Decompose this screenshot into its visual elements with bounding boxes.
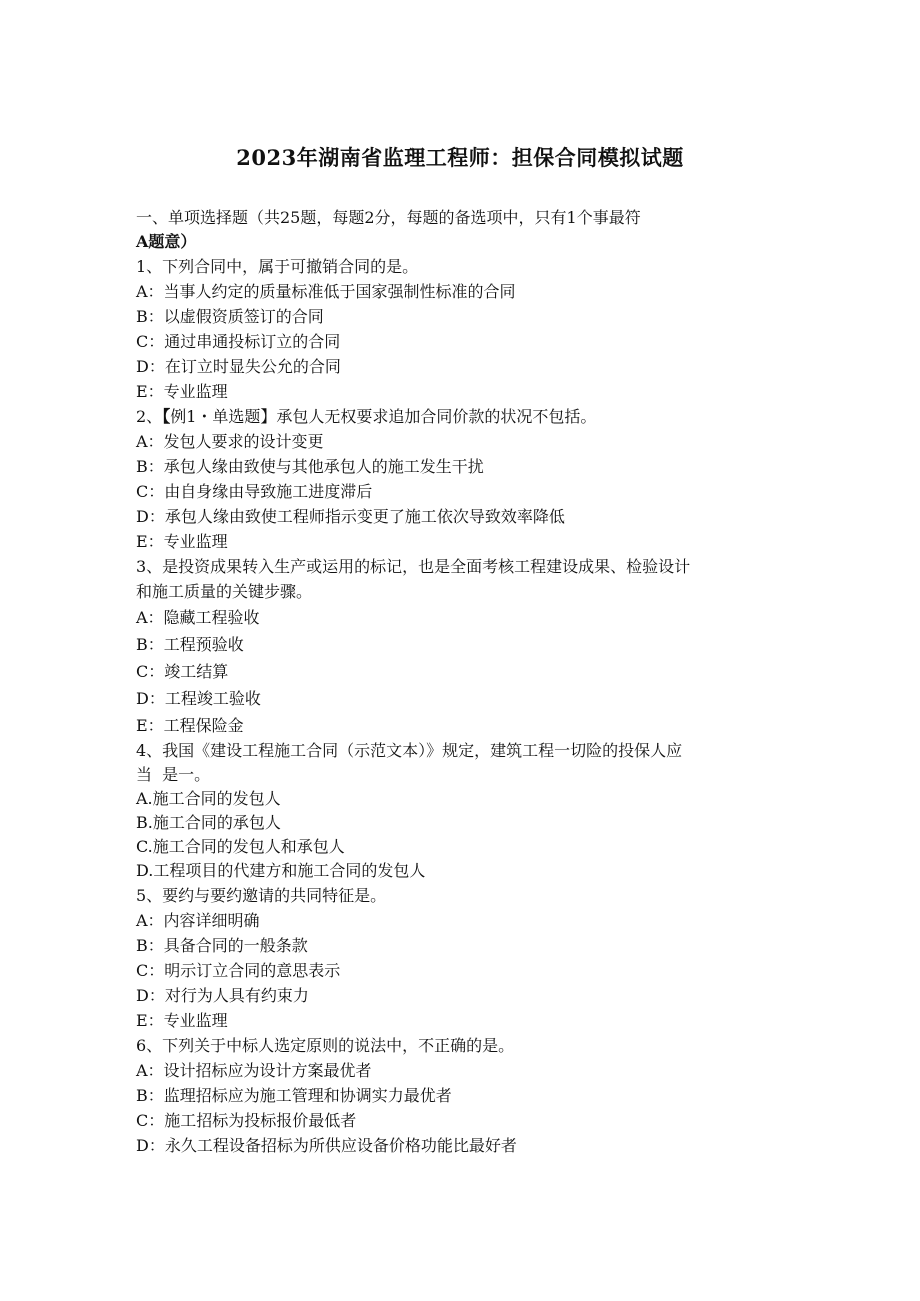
question-stem-text: 例1・单选题】承包人无权要求追加合同价款的状况不包括。 bbox=[170, 407, 597, 426]
question-stem: 3、是投资成果转入生产或运用的标记，也是全面考核工程建设成果、检验设计 bbox=[136, 557, 691, 576]
section-heading-text: 一、单项选择题（共25题，每题2分，每题的备选项中，只有1个事最符 bbox=[136, 208, 641, 227]
option-d: D：承包人缘由致使工程师指示变更了施工依次导致效率降低 bbox=[136, 507, 565, 526]
section-heading-tail: A题意） bbox=[136, 232, 197, 251]
option-a: A：隐藏工程验收 bbox=[136, 608, 260, 627]
option-c: C：通过串通投标订立的合同 bbox=[136, 332, 341, 351]
question-1 bbox=[136, 254, 786, 404]
option-a: A：当事人约定的质量标准低于国家强制性标准的合同 bbox=[136, 282, 516, 301]
option-b: B：以虚假资质签订的合同 bbox=[136, 307, 324, 326]
question-3 bbox=[136, 554, 786, 739]
option-b: B.施工合同的承包人 bbox=[136, 813, 281, 832]
question-number: 2、 bbox=[136, 407, 163, 426]
question-4 bbox=[136, 739, 786, 883]
section-heading bbox=[136, 206, 786, 254]
option-a: A：设计招标应为设计方案最优者 bbox=[136, 1061, 372, 1080]
option-a: A：内容详细明确 bbox=[136, 911, 260, 930]
document-title: 2023年湖南省监理工程师：担保合同模拟试题 bbox=[236, 145, 684, 170]
option-c: C：明示订立合同的意思表示 bbox=[136, 961, 341, 980]
option-a: A：发包人要求的设计变更 bbox=[136, 432, 324, 451]
option-c: C：施工招标为投标报价最低者 bbox=[136, 1111, 357, 1130]
question-stem-continued: 和施工质量的关键步骤。 bbox=[136, 582, 313, 601]
question-stem bbox=[136, 404, 786, 429]
option-d: D：工程竣工验收 bbox=[136, 689, 261, 708]
question-stem: 4、我国《建设工程施工合同（示范文本）》规定，建筑工程一切险的投保人应 bbox=[136, 741, 683, 760]
question-stem: 5、要约与要约邀请的共同特征是。 bbox=[136, 886, 387, 905]
option-e: E：专业监理 bbox=[136, 382, 228, 401]
question-5 bbox=[136, 883, 786, 1033]
option-c: C：由自身缘由导致施工进度滞后 bbox=[136, 482, 373, 501]
question-stem-continued: 当 是一。 bbox=[136, 765, 211, 784]
option-a: A.施工合同的发包人 bbox=[136, 789, 281, 808]
question-6 bbox=[136, 1033, 786, 1158]
option-e: E：工程保险金 bbox=[136, 716, 244, 735]
option-c: C：竣工结算 bbox=[136, 662, 229, 681]
option-d: D：永久工程设备招标为所供应设备价格功能比最好者 bbox=[136, 1136, 517, 1155]
option-d: D.工程项目的代建方和施工合同的发包人 bbox=[136, 861, 426, 880]
option-d: D：对行为人具有约束力 bbox=[136, 986, 309, 1005]
option-b: B：工程预验收 bbox=[136, 635, 244, 654]
question-stem: 1、下列合同中，属于可撤销合同的是。 bbox=[136, 257, 419, 276]
document-body bbox=[136, 206, 786, 1158]
question-2 bbox=[136, 404, 786, 554]
option-d: D：在订立时显失公允的合同 bbox=[136, 357, 341, 376]
option-b: B：监理招标应为施工管理和协调实力最优者 bbox=[136, 1086, 452, 1105]
option-b: B：承包人缘由致使与其他承包人的施工发生干扰 bbox=[136, 457, 484, 476]
option-b: B：具备合同的一般条款 bbox=[136, 936, 308, 955]
option-c: C.施工合同的发包人和承包人 bbox=[136, 837, 345, 856]
question-stem: 6、下列关于中标人选定原则的说法中，不正确的是。 bbox=[136, 1036, 515, 1055]
option-e: E：专业监理 bbox=[136, 1011, 228, 1030]
option-e: E：专业监理 bbox=[136, 532, 228, 551]
bracket-mark: 【 bbox=[162, 407, 171, 426]
